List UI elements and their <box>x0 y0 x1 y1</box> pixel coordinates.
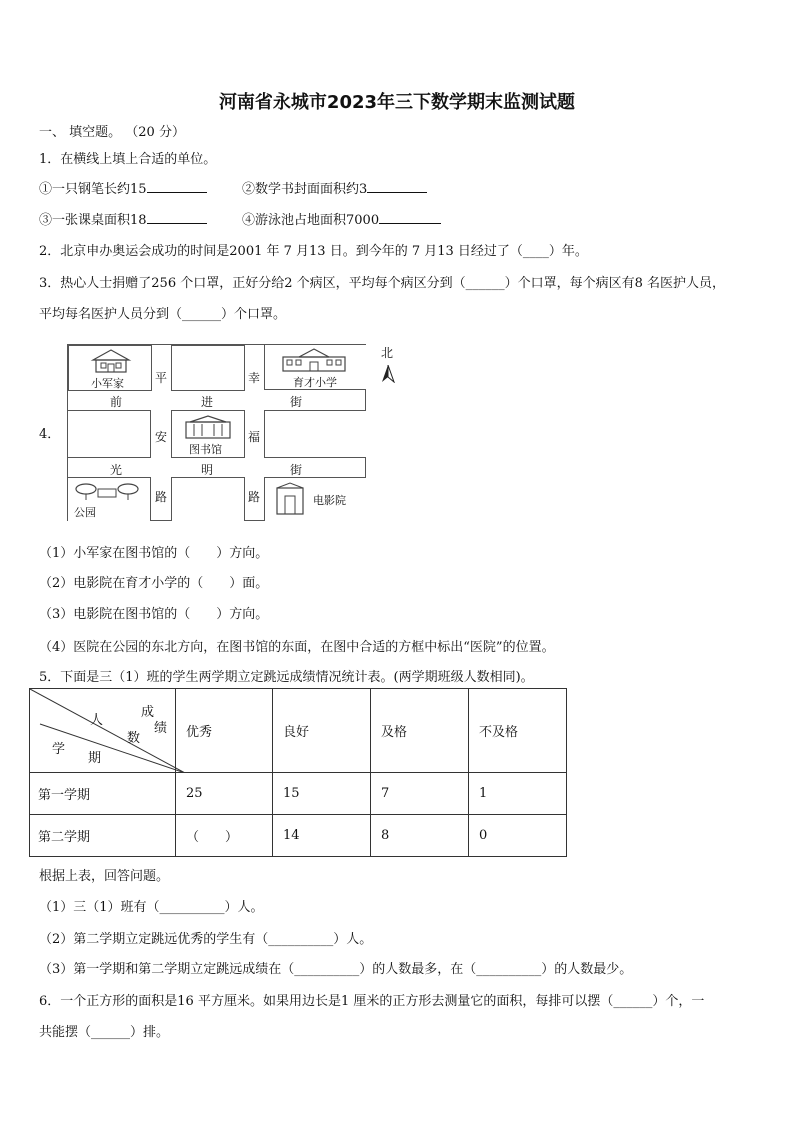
street-map <box>67 344 366 521</box>
table-cell: 14 <box>273 815 371 857</box>
diag-char-shu: 数 <box>127 731 141 746</box>
answer-blank[interactable] <box>367 180 427 193</box>
question-1c <box>39 209 207 228</box>
question-1-stem: 1．在横线上填上合适的单位。 <box>39 152 217 167</box>
table-cell-answer-blank[interactable]: （ ） <box>176 815 273 857</box>
block-park[interactable] <box>68 477 151 521</box>
block-empty-south-center[interactable] <box>171 477 245 521</box>
block-xiaojun-home[interactable] <box>68 345 152 391</box>
question-6-line1: 6．一个正方形的面积是16 平方厘米。如果用边长是1 厘米的正方形去测量它的面积，每排可以摆（______）个，一 <box>39 994 705 1009</box>
question-5-stem: 5．下面是三（1）班的学生两学期立定跳远成绩情况统计表。(两学期班级人数相同)。 <box>39 670 534 685</box>
table-cell: 7 <box>371 773 469 815</box>
question-1a-text: ①一只钢笔长约15 <box>39 182 147 197</box>
north-label: 北 <box>381 346 394 360</box>
section-heading: 一、 填空题。 （20 分） <box>39 125 185 140</box>
block-library[interactable] <box>171 410 245 458</box>
block-cinema[interactable] <box>264 477 366 521</box>
street-char-ping: 平 <box>155 371 168 385</box>
street-char-lu-east: 路 <box>248 490 261 504</box>
label-school: 育才小学 <box>293 376 337 389</box>
answer-blank[interactable] <box>147 211 207 224</box>
question-4-sub1: （1）小军家在图书馆的（ ）方向。 <box>39 546 269 561</box>
question-4-sub4: （4）医院在公园的东北方向，在图书馆的东面，在图中合适的方框中标出“医院”的位置。 <box>39 640 555 655</box>
school-building-icon <box>279 347 349 373</box>
table-cell: 8 <box>371 815 469 857</box>
diag-char-cheng: 成 <box>141 705 155 720</box>
question-4-sub3: （3）电影院在图书馆的（ ）方向。 <box>39 607 269 622</box>
street-char-qian: 前 <box>110 395 123 409</box>
column-header: 良好 <box>273 689 371 773</box>
table-cell: 0 <box>469 815 567 857</box>
question-5-after: 根据上表，回答问题。 <box>39 869 170 884</box>
block-empty-north-center[interactable] <box>171 345 245 391</box>
label-xiaojun-home: 小军家 <box>91 377 124 390</box>
street-char-lu-west: 路 <box>155 490 168 504</box>
question-1b-text: ②数学书封面面积约3 <box>242 182 368 197</box>
diagonal-header-cell <box>30 689 176 773</box>
column-header: 不及格 <box>469 689 567 773</box>
label-cinema: 电影院 <box>313 494 346 507</box>
street-char-guang: 光 <box>110 463 123 477</box>
question-5-sub3: （3）第一学期和第二学期立定跳远成绩在（__________）的人数最多，在（__________）的人数最少。 <box>39 962 633 977</box>
street-char-jie-north: 街 <box>290 395 303 409</box>
question-4-sub2: （2）电影院在育才小学的（ ）面。 <box>39 576 269 591</box>
street-char-jie-south: 街 <box>290 463 303 477</box>
question-4-number: 4． <box>39 427 61 442</box>
diag-char-xue: 学 <box>52 742 66 757</box>
street-char-jin: 进 <box>201 395 214 409</box>
question-3-line2: 平均每名医护人员分到（______）个口罩。 <box>39 307 287 322</box>
score-table <box>29 688 567 857</box>
table-cell: 1 <box>469 773 567 815</box>
diag-char-ji: 绩 <box>154 721 168 736</box>
north-indicator <box>381 344 395 383</box>
question-3-line1: 3．热心人士捐赠了256 个口罩，正好分给2 个病区，平均每个病区分到（______）个口罩，每个病区有8 名医护人员， <box>39 276 726 291</box>
answer-blank[interactable] <box>147 180 207 193</box>
library-building-icon <box>180 414 236 440</box>
question-5-sub1: （1）三（1）班有（__________）人。 <box>39 900 264 915</box>
block-school[interactable] <box>264 345 366 390</box>
question-6-line2: 共能摆（______）排。 <box>39 1025 170 1040</box>
house-icon <box>89 348 133 374</box>
table-row <box>30 815 567 857</box>
label-park: 公园 <box>74 506 96 519</box>
column-header: 及格 <box>371 689 469 773</box>
street-char-fu: 福 <box>248 430 261 444</box>
question-5-sub2: （2）第二学期立定跳远优秀的学生有（__________）人。 <box>39 932 373 947</box>
question-1a <box>39 178 207 197</box>
north-arrow-icon <box>381 365 395 383</box>
block-empty-west-middle[interactable] <box>68 410 151 458</box>
cinema-building-icon <box>273 482 307 516</box>
label-library: 图书馆 <box>189 443 222 456</box>
column-header: 优秀 <box>176 689 273 773</box>
row-label: 第一学期 <box>30 773 176 815</box>
row-label: 第二学期 <box>30 815 176 857</box>
question-1c-text: ③一张课桌面积18 <box>39 213 147 228</box>
table-cell: 25 <box>176 773 273 815</box>
park-icon <box>72 481 142 501</box>
diag-char-qi: 期 <box>88 751 102 766</box>
street-char-ming: 明 <box>201 463 214 477</box>
block-empty-east-middle[interactable] <box>264 410 366 458</box>
question-1d-text: ④游泳池占地面积7000 <box>242 213 380 228</box>
question-2: 2．北京申办奥运会成功的时间是2001 年 7 月13 日。到今年的 7 月13 日经过了（____）年。 <box>39 244 588 259</box>
diag-char-ren: 人 <box>90 713 104 728</box>
answer-blank[interactable] <box>379 211 441 224</box>
street-char-an: 安 <box>155 430 168 444</box>
question-1b <box>242 178 427 197</box>
table-row <box>30 773 567 815</box>
street-char-xing: 幸 <box>248 371 261 385</box>
table-cell: 15 <box>273 773 371 815</box>
question-1d <box>242 209 441 228</box>
page-title: 河南省永城市2023年三下数学期末监测试题 <box>218 92 576 113</box>
